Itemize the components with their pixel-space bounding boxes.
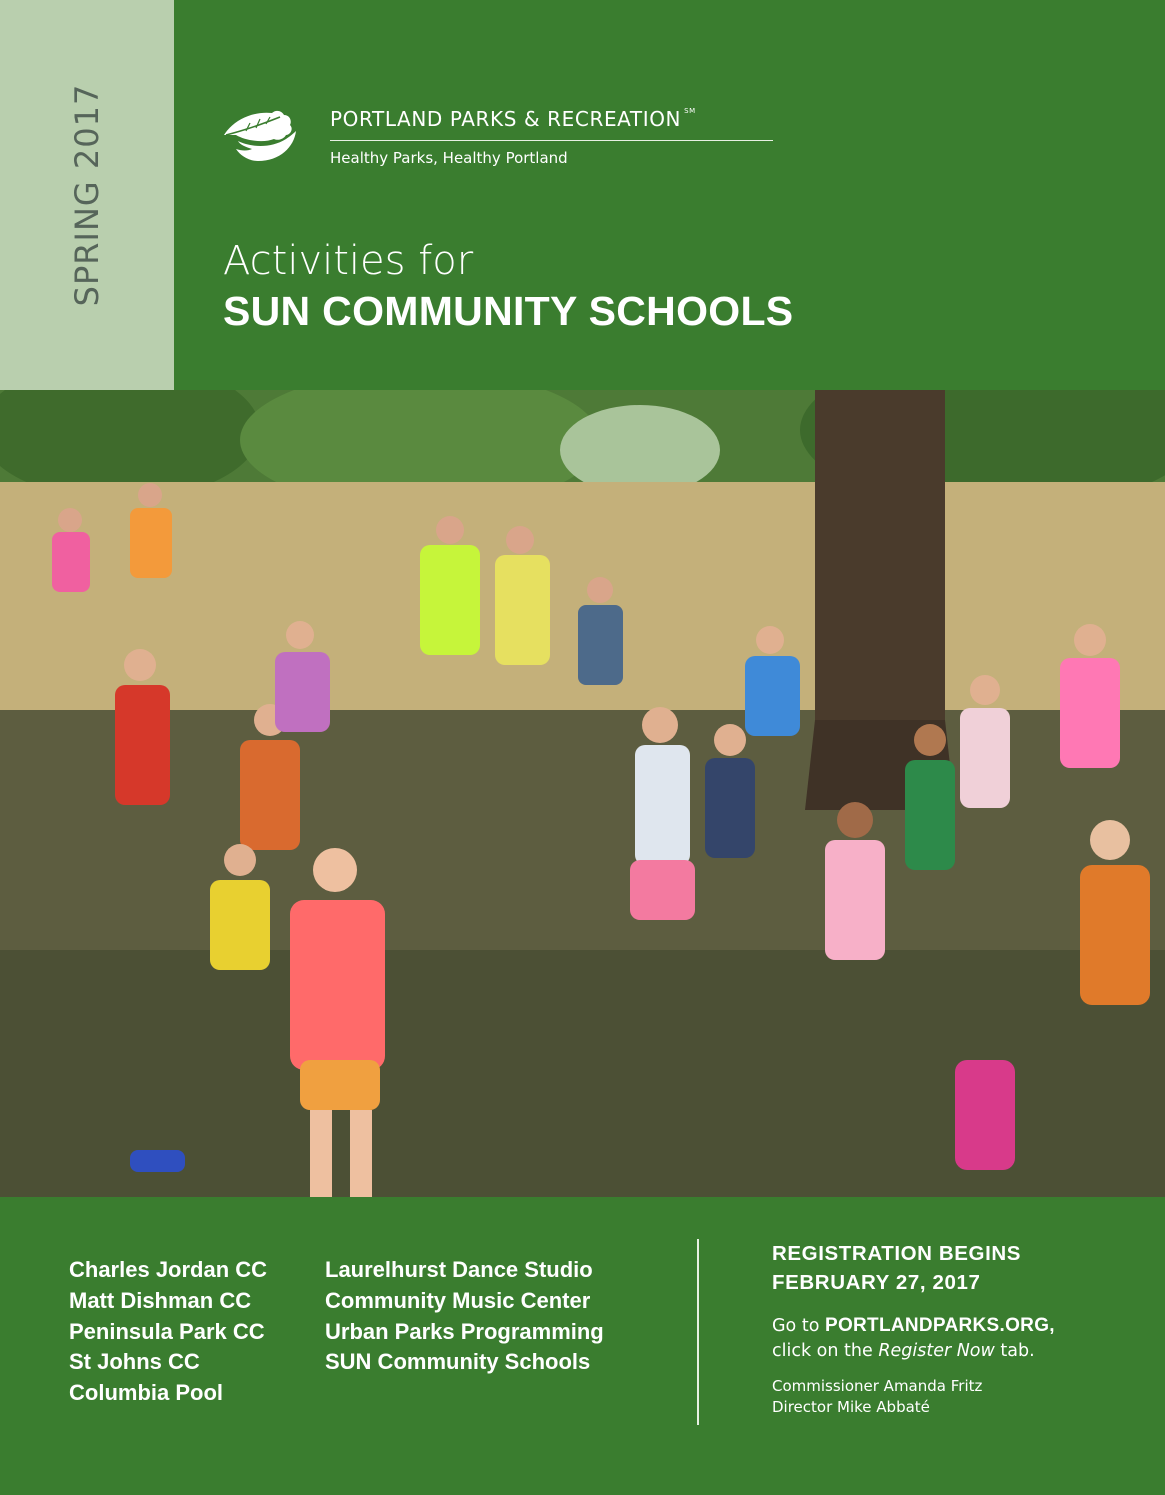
location-item: Laurelhurst Dance Studio: [325, 1257, 593, 1282]
location-item: St Johns CC: [69, 1349, 200, 1375]
header-rule: [330, 140, 773, 141]
registration-heading-line-1: REGISTRATION BEGINS: [772, 1242, 1022, 1265]
photo-illustration: [0, 390, 1165, 1197]
director-name: Director Mike Abbaté: [772, 1398, 930, 1416]
location-item: Peninsula Park CC: [69, 1318, 265, 1344]
instr-mid: click on the: [772, 1341, 879, 1361]
title-line-2: SUN COMMUNITY SCHOOLS: [223, 288, 794, 334]
registration-heading: [772, 1239, 1055, 1297]
location-item: Matt Dishman CC: [69, 1287, 252, 1313]
registration-date: FEBRUARY 27, 2017: [772, 1271, 981, 1294]
footer-divider: [697, 1239, 699, 1425]
website-link[interactable]: PORTLANDPARKS.ORG,: [824, 1315, 1055, 1336]
location-item: Columbia Pool: [69, 1380, 223, 1406]
commissioner-name: Commissioner Amanda Fritz: [772, 1377, 983, 1395]
location-item: Charles Jordan CC: [69, 1257, 268, 1282]
instr-prefix: Go to: [772, 1316, 825, 1336]
location-item: SUN Community Schools: [325, 1349, 591, 1375]
registration-block: [772, 1239, 1055, 1418]
leaf-and-hand-icon: [220, 105, 298, 165]
service-mark: SM: [684, 107, 696, 115]
cover-photo: [0, 390, 1165, 1197]
location-item: Community Music Center: [325, 1287, 591, 1313]
footer: [0, 1197, 1165, 1495]
register-now-tab-ref: Register Now: [878, 1341, 995, 1361]
season-label: SPRING 2017: [68, 83, 106, 307]
season-band: [0, 0, 174, 390]
instr-suffix: tab.: [994, 1341, 1035, 1361]
location-item: Urban Parks Programming: [325, 1318, 604, 1344]
organization-tagline: Healthy Parks, Healthy Portland: [330, 149, 568, 167]
locations-column-2: [325, 1255, 604, 1378]
header: [174, 0, 1165, 390]
organization-name: PORTLAND PARKS & RECREATION ℠: [330, 107, 696, 131]
officials: [772, 1376, 1055, 1418]
title-line-1: Activities for: [223, 238, 474, 284]
registration-instructions: [772, 1313, 1055, 1364]
locations-column-1: [69, 1255, 267, 1409]
